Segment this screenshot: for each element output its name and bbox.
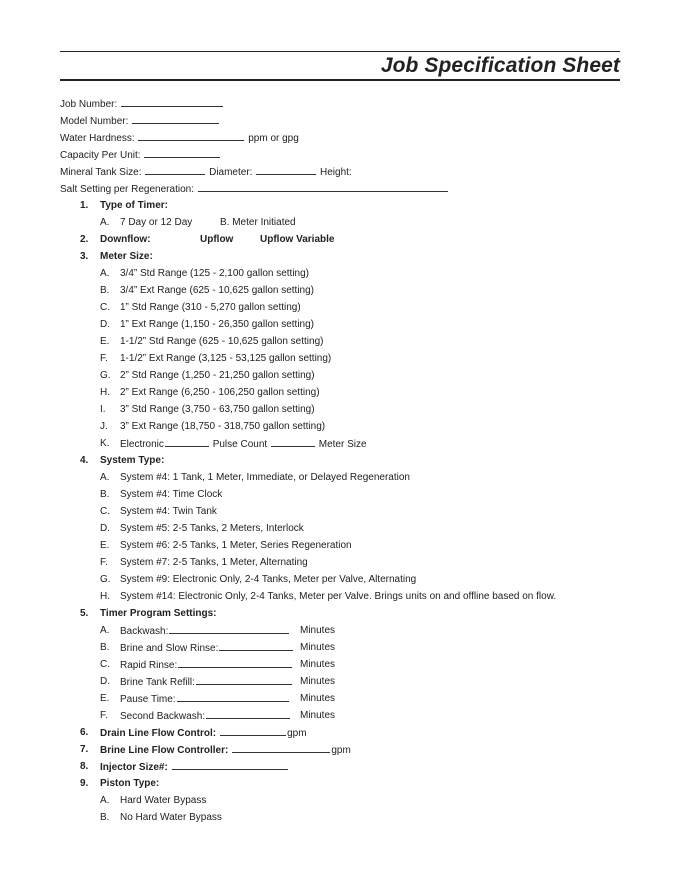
capacity-row <box>60 148 620 165</box>
backwash-field[interactable] <box>169 624 289 634</box>
electronic-field[interactable] <box>165 437 209 447</box>
injector-field[interactable] <box>172 760 288 770</box>
list-item[interactable] <box>60 403 620 420</box>
job-number-field[interactable] <box>121 97 223 107</box>
water-hardness-label: Water Hardness: <box>60 133 135 144</box>
item-letter: I. <box>100 404 106 415</box>
list-item[interactable] <box>60 505 620 522</box>
section-number: 3. <box>80 251 89 262</box>
program-setting-row <box>60 692 620 709</box>
item-text: 3” Std Range (3,750 - 63,750 gallon setting) <box>120 404 315 415</box>
spec-form <box>60 97 620 828</box>
brine-slow-rinse-field[interactable] <box>219 641 293 651</box>
section-flow-direction <box>60 233 620 250</box>
page-title: Job Specification Sheet <box>380 54 620 77</box>
tank-size-row <box>60 165 620 182</box>
tank-size-label: Mineral Tank Size: <box>60 167 142 178</box>
item-letter: B. <box>100 489 110 500</box>
section-title: Injector Size#: <box>100 762 168 773</box>
list-item[interactable] <box>60 539 620 556</box>
item-text: 3/4” Std Range (125 - 2,100 gallon setting) <box>120 268 310 279</box>
item-text: System #4: 1 Tank, 1 Meter, Immediate, or Delayed Regeneration <box>120 472 410 483</box>
drain-line-unit: gpm <box>287 728 307 739</box>
option-downflow[interactable]: Downflow: <box>100 234 151 245</box>
injector-group <box>100 760 289 774</box>
item-letter: C. <box>100 506 110 517</box>
program-setting-row <box>60 624 620 641</box>
setting-unit: Minutes <box>300 625 336 636</box>
section-drain-line <box>60 726 620 743</box>
item-text: 1” Std Range (310 - 5,270 gallon setting) <box>120 302 301 313</box>
item-letter: G. <box>100 370 111 381</box>
setting-group <box>120 675 293 689</box>
item-text: 1-1/2” Std Range (625 - 10,625 gallon setting) <box>120 336 324 347</box>
water-hardness-unit: ppm or gpg <box>248 133 299 144</box>
item-text: 3/4” Ext Range (625 - 10,625 gallon setting) <box>120 285 315 296</box>
meter-electronic-group <box>120 437 367 451</box>
list-item[interactable] <box>60 488 620 505</box>
section-title: Drain Line Flow Control: <box>100 728 217 739</box>
option-upflow-variable[interactable]: Upflow Variable <box>260 234 335 245</box>
model-number-row <box>60 114 620 131</box>
setting-unit: Minutes <box>300 642 336 653</box>
brine-line-group <box>100 743 351 757</box>
section-number: 7. <box>80 744 89 755</box>
pause-time-field[interactable] <box>177 692 289 702</box>
list-item[interactable] <box>60 386 620 403</box>
setting-label: Brine and Slow Rinse: <box>120 643 219 654</box>
item-letter: F. <box>100 710 108 721</box>
item-letter: E. <box>100 336 110 347</box>
section-title: System Type: <box>100 455 165 466</box>
salt-setting-label: Salt Setting per Regeneration: <box>60 184 194 195</box>
item-letter: J. <box>100 421 108 432</box>
item-letter: C. <box>100 659 110 670</box>
section-number: 6. <box>80 727 89 738</box>
electronic-label: Electronic <box>120 439 164 450</box>
item-letter: B. <box>100 285 110 296</box>
list-item[interactable] <box>60 573 620 590</box>
drain-line-field[interactable] <box>220 726 286 736</box>
item-text: Hard Water Bypass <box>120 795 207 806</box>
section-timer-program <box>60 607 620 624</box>
program-setting-row <box>60 675 620 692</box>
setting-unit: Minutes <box>300 693 336 704</box>
meter-electronic-row <box>60 437 620 454</box>
setting-group <box>120 658 293 672</box>
setting-label: Brine Tank Refill: <box>120 677 195 688</box>
item-letter: D. <box>100 676 110 687</box>
section-title: Brine Line Flow Controller: <box>100 745 229 756</box>
item-letter: D. <box>100 523 110 534</box>
list-item[interactable] <box>60 352 620 369</box>
setting-group <box>120 624 290 638</box>
program-setting-row <box>60 709 620 726</box>
section-injector <box>60 760 620 777</box>
section-number: 9. <box>80 778 89 789</box>
item-letter: G. <box>100 574 111 585</box>
item-text: 1-1/2” Ext Range (3,125 - 53,125 gallon setting) <box>120 353 332 364</box>
setting-group <box>120 692 290 706</box>
item-letter: E. <box>100 693 110 704</box>
item-text: System #14: Electronic Only, 2-4 Tanks, Meter per Valve. Brings units on and offline based on flow. <box>120 591 557 602</box>
item-letter: E. <box>100 540 110 551</box>
job-number-row <box>60 97 620 114</box>
section-brine-line <box>60 743 620 760</box>
item-letter: A. <box>100 795 110 806</box>
setting-unit: Minutes <box>300 676 336 687</box>
setting-group <box>120 641 294 655</box>
section-title: Meter Size: <box>100 251 153 262</box>
option-7-day-12-day[interactable]: 7 Day or 12 Day <box>120 217 193 228</box>
setting-label: Rapid Rinse: <box>120 660 178 671</box>
list-item[interactable] <box>60 522 620 539</box>
setting-label: Pause Time: <box>120 694 176 705</box>
item-text: 3” Ext Range (18,750 - 318,750 gallon setting) <box>120 421 326 432</box>
list-item[interactable] <box>60 369 620 386</box>
section-number: 4. <box>80 455 89 466</box>
item-letter: A. <box>100 625 110 636</box>
height-label: Height: <box>320 167 352 178</box>
program-setting-row <box>60 641 620 658</box>
item-text: No Hard Water Bypass <box>120 812 222 823</box>
list-item[interactable] <box>60 318 620 335</box>
option-meter-initiated[interactable]: B. Meter Initiated <box>220 217 296 228</box>
list-item[interactable] <box>60 590 620 607</box>
item-letter: B. <box>100 642 110 653</box>
second-backwash-field[interactable] <box>206 709 290 719</box>
item-letter: C. <box>100 302 110 313</box>
list-item[interactable] <box>60 267 620 284</box>
model-number-label: Model Number: <box>60 116 129 127</box>
section-system-type <box>60 454 620 471</box>
list-item[interactable] <box>60 284 620 301</box>
option-upflow[interactable]: Upflow <box>200 234 234 245</box>
item-text: 2” Std Range (1,250 - 21,250 gallon setting) <box>120 370 315 381</box>
item-letter: H. <box>100 591 110 602</box>
section-title: Piston Type: <box>100 778 160 789</box>
item-letter: H. <box>100 387 110 398</box>
setting-group <box>120 709 291 723</box>
setting-unit: Minutes <box>300 659 336 670</box>
list-item[interactable] <box>60 811 620 828</box>
section-meter-size <box>60 250 620 267</box>
list-item[interactable] <box>60 301 620 318</box>
pulse-count-label: Pulse Count <box>212 439 268 450</box>
rapid-rinse-field[interactable] <box>178 658 292 668</box>
item-text: System #7: 2-5 Tanks, 1 Meter, Alternating <box>120 557 308 568</box>
drain-line-group <box>100 726 307 740</box>
list-item[interactable] <box>60 335 620 352</box>
program-setting-row <box>60 658 620 675</box>
section-piston-type <box>60 777 620 794</box>
item-letter: F. <box>100 353 108 364</box>
item-text: 1” Ext Range (1,150 - 26,350 gallon setting) <box>120 319 315 330</box>
item-letter: K. <box>100 438 110 449</box>
brine-tank-refill-field[interactable] <box>196 675 292 685</box>
item-text: System #5: 2-5 Tanks, 2 Meters, Interlock <box>120 523 304 534</box>
item-letter: B. <box>100 812 110 823</box>
item-letter: A. <box>100 268 110 279</box>
item-text: System #6: 2-5 Tanks, 1 Meter, Series Regeneration <box>120 540 352 551</box>
brine-line-unit: gpm <box>331 745 351 756</box>
section-number: 1. <box>80 200 89 211</box>
job-number-label: Job Number: <box>60 99 118 110</box>
list-item[interactable] <box>60 471 620 488</box>
capacity-field[interactable] <box>144 148 220 158</box>
section-timer-type <box>60 199 620 216</box>
setting-unit: Minutes <box>300 710 336 721</box>
list-item[interactable] <box>60 420 620 437</box>
section-title: Timer Program Settings: <box>100 608 217 619</box>
item-text: 2” Ext Range (6,250 - 106,250 gallon setting) <box>120 387 320 398</box>
item-letter: A. <box>100 472 110 483</box>
salt-setting-row <box>60 182 620 199</box>
item-text: System #4: Twin Tank <box>120 506 217 517</box>
diameter-label: Diameter: <box>209 167 253 178</box>
section-number: 2. <box>80 234 89 245</box>
capacity-label: Capacity Per Unit: <box>60 150 141 161</box>
timer-options-row <box>60 216 620 233</box>
header-rule-bottom <box>60 79 620 81</box>
list-item[interactable] <box>60 794 620 811</box>
model-number-field[interactable] <box>132 114 219 124</box>
list-item[interactable] <box>60 556 620 573</box>
section-number: 8. <box>80 761 89 772</box>
salt-setting-field[interactable] <box>198 182 448 192</box>
section-number: 5. <box>80 608 89 619</box>
meter-size-label: Meter Size <box>318 439 367 450</box>
item-text: System #9: Electronic Only, 2-4 Tanks, Meter per Valve, Alternating <box>120 574 417 585</box>
diameter-field[interactable] <box>256 165 316 175</box>
setting-label: Backwash: <box>120 626 169 637</box>
pulse-count-field[interactable] <box>271 437 315 447</box>
item-text: System #4: Time Clock <box>120 489 223 500</box>
item-letter: D. <box>100 319 110 330</box>
header-rule-top <box>60 51 620 52</box>
water-hardness-row <box>60 131 620 148</box>
item-letter: F. <box>100 557 108 568</box>
water-hardness-field[interactable] <box>138 131 244 141</box>
section-title: Type of Timer: <box>100 200 168 211</box>
brine-line-field[interactable] <box>232 743 330 753</box>
option-letter: A. <box>100 217 110 228</box>
tank-size-field[interactable] <box>145 165 205 175</box>
setting-label: Second Backwash: <box>120 711 206 722</box>
